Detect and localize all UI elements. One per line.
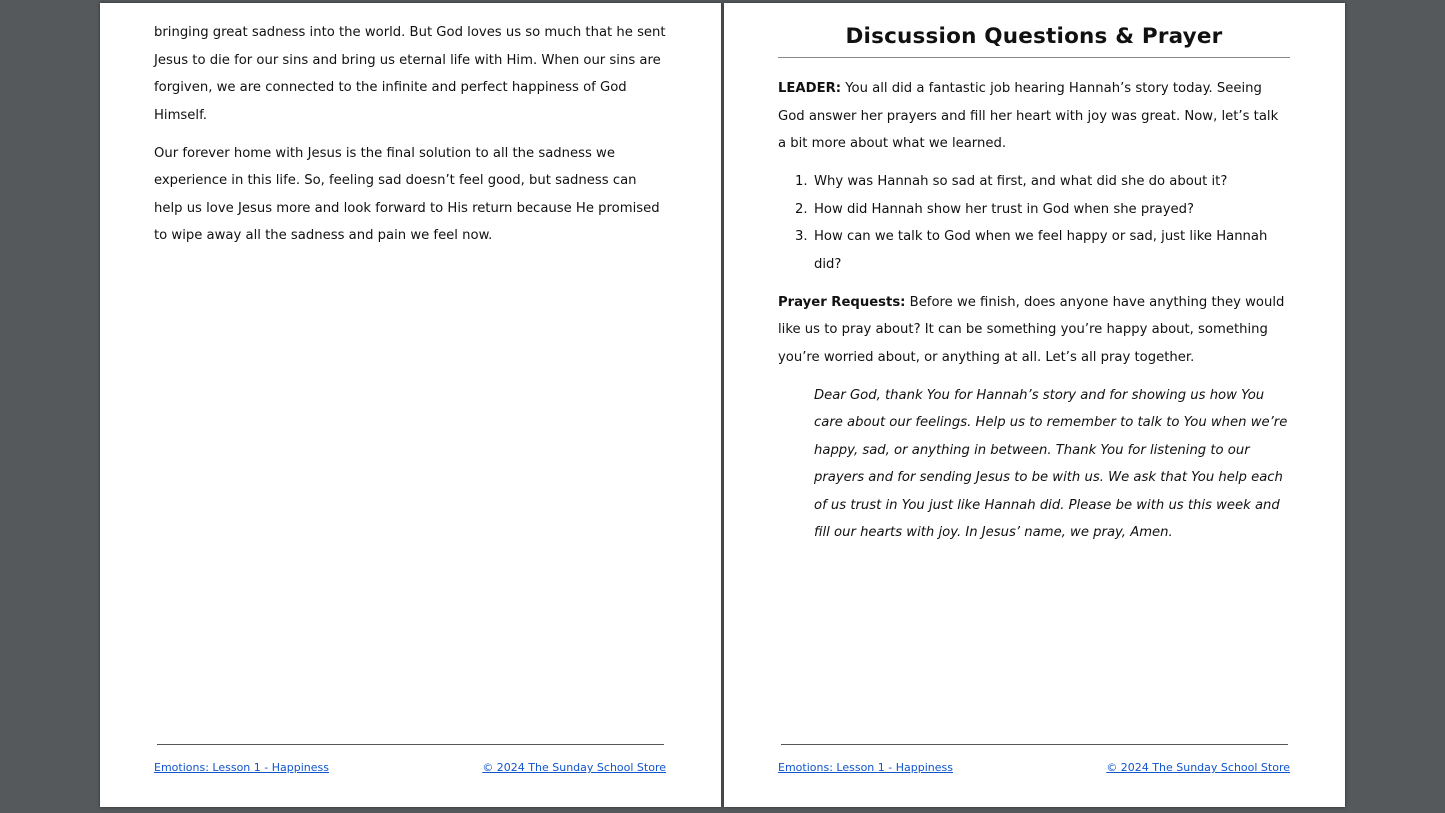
question-number: 1.	[795, 174, 808, 189]
footer-divider	[781, 744, 1288, 745]
footer-lesson-link[interactable]: Emotions: Lesson 1 - Happiness	[778, 761, 953, 774]
list-item	[795, 196, 1290, 224]
paragraph: bringing great sadness into the world. But God loves us so much that he sent Jesus to die for our sins and bring us eternal life with Him. When our sins are forgiven, we are connected to the infinite and perfect happiness of God Himself.	[154, 25, 666, 123]
footer-lesson-link[interactable]: Emotions: Lesson 1 - Happiness	[154, 761, 329, 774]
question-text: Why was Hannah so sad at first, and what did she do about it?	[814, 174, 1228, 189]
prayer-requests-label: Prayer Requests:	[778, 294, 906, 310]
leader-label: LEADER:	[778, 81, 842, 96]
discussion-questions	[778, 168, 1290, 278]
page-title: Discussion Questions & Prayer	[778, 21, 1290, 58]
page-footer	[778, 760, 1290, 776]
page-right-body	[778, 21, 1290, 547]
leader-paragraph	[778, 75, 1290, 158]
page-right	[724, 3, 1345, 807]
footer-copyright-link[interactable]: © 2024 The Sunday School Store	[1106, 761, 1290, 774]
leader-text: You all did a fantastic job hearing Hannah’s story today. Seeing God answer her prayers and fill her heart with joy was great. Now, let’s talk a bit more about what we learned.	[778, 81, 1279, 151]
list-item	[795, 223, 1290, 278]
prayer-requests-text: Before we finish, does anyone have anything they would like us to pray about? It can be something you’re happy about, something you’re worried about, or anything at all. Let’s all pray together.	[778, 294, 1285, 365]
footer-copyright-link[interactable]: © 2024 The Sunday School Store	[482, 761, 666, 774]
page-left	[100, 3, 721, 807]
footer-divider	[157, 744, 664, 745]
list-item	[795, 168, 1290, 196]
question-number: 3.	[795, 229, 808, 244]
page-left-body	[154, 19, 666, 260]
title-block	[778, 21, 1290, 58]
page-footer	[154, 760, 666, 776]
question-number: 2.	[795, 201, 808, 217]
prayer-text: Dear God, thank You for Hannah’s story and for showing us how You care about our feelings. Help us to remember to talk to You when we’re happy, sad, or anything in between. Thank You for listening to our prayers and for sending Jesus to be with us. We ask that You help each of us trust in You just like Hannah did. Please be with us this week and fill our hearts with joy. In Jesus’ name, we pray, Amen.	[814, 387, 1288, 540]
paragraph: Our forever home with Jesus is the final solution to all the sadness we experience in this life. So, feeling sad doesn’t feel good, but sadness can help us love Jesus more and look forward to His return because He promised to wipe away all the sadness and pain we feel now.	[154, 145, 660, 243]
question-text: How can we talk to God when we feel happy or sad, just like Hannah did?	[814, 229, 1268, 272]
prayer-requests-paragraph	[778, 289, 1290, 372]
question-text: How did Hannah show her trust in God when she prayed?	[814, 201, 1195, 217]
